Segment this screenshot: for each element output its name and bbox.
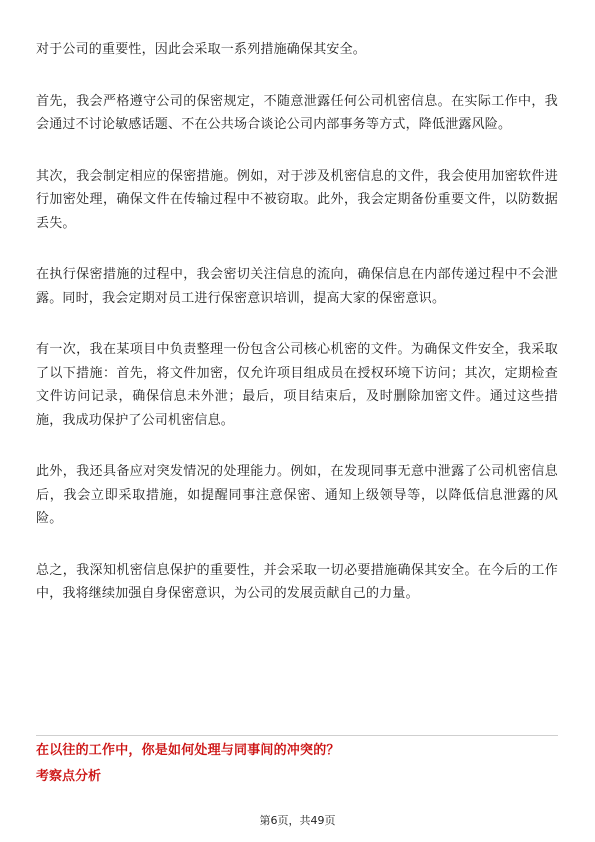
analysis-section-label: 考察点分析: [36, 769, 102, 784]
document-body: [36, 38, 558, 634]
paragraph-5: 有一次，我在某项目中负责整理一份包含公司核心机密的文件。为确保文件安全，我采取了以下措施：首先，将文件加密，仅允许项目组成员在授权环境下访问；其次，定期检查文件访问记录，确保信息未外泄；最后，项目结束后，及时删除加密文件。通过这些措施，我成功保护了公司机密信息。: [36, 342, 558, 428]
paragraph-7: 总之，我深知机密信息保护的重要性，并会采取一切必要措施确保其安全。在今后的工作中，我将继续加强自身保密意识，为公司的发展贡献自己的力量。: [36, 562, 558, 601]
paragraph-1: 对于公司的重要性，因此会采取一系列措施确保其安全。: [36, 42, 367, 57]
paragraph-3: 其次，我会制定相应的保密措施。例如，对于涉及机密信息的文件，我会使用加密软件进行加密处理，确保文件在传输过程中不被窃取。此外，我会定期备份重要文件，以防数据丢失。: [36, 168, 558, 231]
next-question-heading: 在以往的工作中，你是如何处理与同事间的冲突的？: [36, 743, 340, 758]
section-divider: [36, 735, 558, 736]
paragraph-6: 此外，我还具备应对突发情况的处理能力。例如，在发现同事无意中泄露了公司机密信息后，我会立即采取措施，如提醒同事注意保密、通知上级领导等，以降低信息泄露的风险。: [36, 464, 558, 526]
paragraph-2: 首先，我会严格遵守公司的保密规定，不随意泄露任何公司机密信息。在实际工作中，我会通过不讨论敏感话题、不在公共场合谈论公司内部事务等方式，降低泄露风险。: [36, 93, 558, 132]
paragraph-4: 在执行保密措施的过程中，我会密切关注信息的流向，确保信息在内部传递过程中不会泄露。同时，我会定期对员工进行保密意识培训，提高大家的保密意识。: [36, 267, 558, 306]
page-number: 第6页，共49页: [259, 814, 336, 827]
